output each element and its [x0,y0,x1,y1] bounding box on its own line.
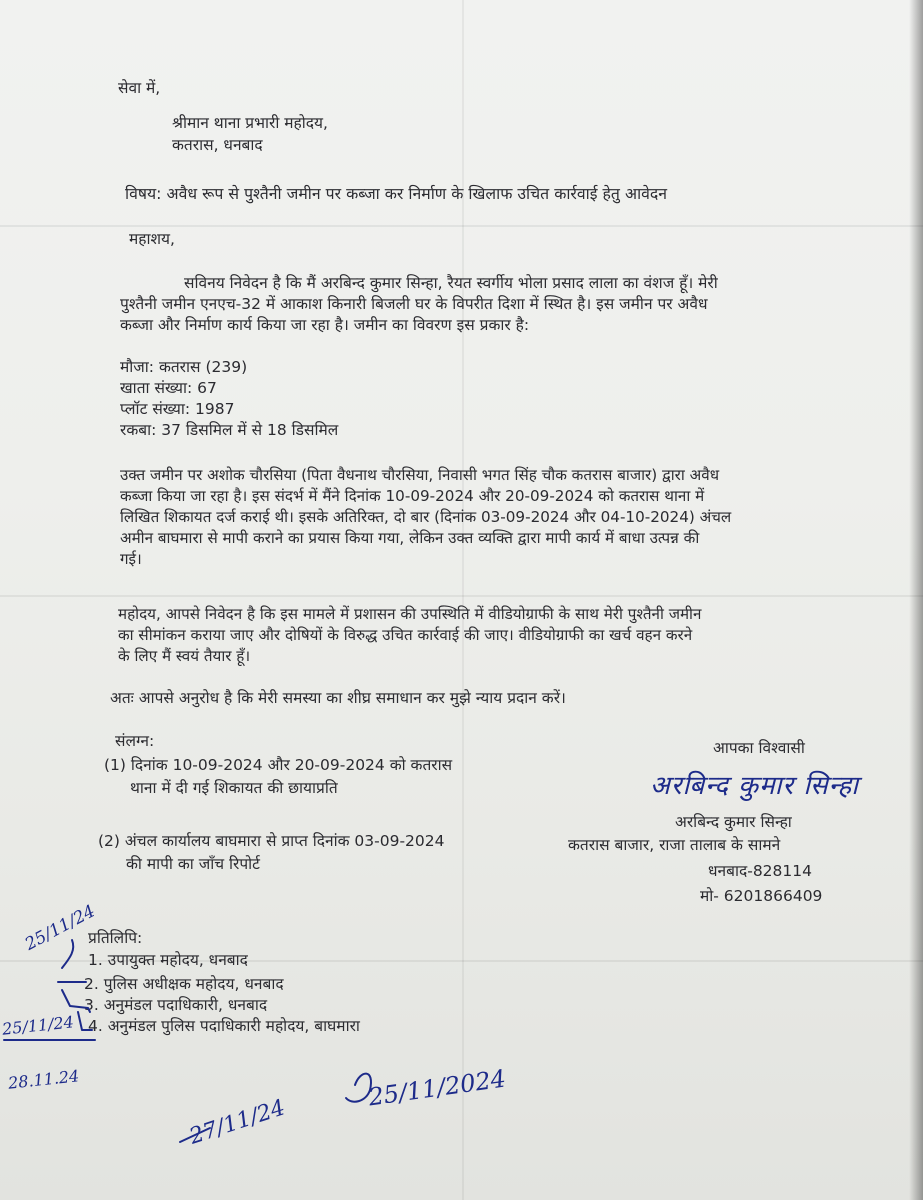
paragraph-line: महोदय, आपसे निवेदन है कि इस मामले में प्रशासन की उपस्थिति में वीडियोग्राफी के साथ मेरी पुश्तैनी जमीन [118,605,702,623]
handwritten-date-left-2: 28.11.24 [7,1066,81,1093]
land-detail-plot: प्लॉट संख्या: 1987 [120,400,235,418]
copy-to-item: 1. उपायुक्त महोदय, धनबाद [88,951,248,969]
enclosure-1-line-1: (1) दिनांक 10-09-2024 और 20-09-2024 को कतरास [104,756,453,774]
paragraph-line: गई। [120,550,142,568]
recipient-line-2: कतरास, धनबाद [172,136,263,154]
land-detail-mouza: मौजा: कतरास (239) [120,358,248,376]
pen-tick [62,940,73,968]
greeting: महाशय, [129,230,175,248]
sender-city: धनबाद-828114 [708,862,812,880]
sender-signature: अरबिन्द कुमार सिन्हा [650,771,859,801]
paragraph-line: अमीन बाघमारा से मापी कराने का प्रयास किया गया, लेकिन उक्त व्यक्ति द्वारा मापी कार्य में बाधा उत्पन्न की [120,529,700,547]
copy-to-item: 3. अनुमंडल पदाधिकारी, धनबाद [84,996,268,1014]
paragraph-line: कब्जा किया जा रहा है। इस संदर्भ में मैंने दिनांक 10-09-2024 और 20-09-2024 को कतरास थाना में [120,487,705,505]
land-detail-khata: खाता संख्या: 67 [120,379,217,397]
pen-bracket [62,990,90,1012]
pen-bracket [78,1012,92,1030]
paragraph-line: कब्जा और निर्माण कार्य किया जा रहा है। जमीन का विवरण इस प्रकार है: [120,316,530,334]
handwritten-date-bottom-right: 25/11/2024 [366,1064,508,1112]
copy-to-item: 2. पुलिस अधीक्षक महोदय, धनबाद [84,975,284,993]
handwritten-date-bottom-left: 27/11/24 [186,1095,289,1150]
enclosure-2-line-1: (2) अंचल कार्यालय बाघमारा से प्राप्त दिनांक 03-09-2024 [98,832,445,850]
land-detail-area: रकबा: 37 डिसमिल में से 18 डिसमिल [120,421,339,439]
enclosures-heading: संलग्न: [115,732,155,750]
subject-line: विषय: अवैध रूप से पुश्तैनी जमीन पर कब्जा कर निर्माण के खिलाफ उचित कार्रवाई हेतु आवेदन [125,184,668,203]
sender-name: अरबिन्द कुमार सिन्हा [675,813,792,831]
handwritten-date-left-1: 25/11/24 [1,1012,75,1039]
paragraph-line: का सीमांकन कराया जाए और दोषियों के विरुद्ध उचित कार्रवाई की जाए। वीडियोग्राफी का खर्च वहन करने [118,626,693,644]
paragraph-line: लिखित शिकायत दर्ज कराई थी। इसके अतिरिक्त, दो बार (दिनांक 03-09-2024 और 04-10-2024) अंचल [120,508,732,526]
closing: आपका विश्वासी [713,739,805,757]
request-line: अतः आपसे अनुरोध है कि मेरी समस्या का शीघ्र समाधान कर मुझे न्याय प्रदान करें। [110,689,566,707]
paragraph-line: सविनय निवेदन है कि मैं अरबिन्द कुमार सिन्हा, रैयत स्वर्गीय भोला प्रसाद लाला का वंशज हूँ। मेरी [184,274,718,292]
copy-to-item: 4. अनुमंडल पुलिस पदाधिकारी महोदय, बाघमारा [88,1017,360,1035]
sender-address: कतरास बाजार, राजा तालाब के सामने [568,836,781,854]
paragraph-line: उक्त जमीन पर अशोक चौरसिया (पिता वैधनाथ चौरसिया, निवासी भगत सिंह चौक कतरास बाजार) द्वारा अवैध [120,466,720,484]
enclosure-1-line-2: थाना में दी गई शिकायत की छायाप्रति [130,779,338,797]
sender-mobile: मो- 6201866409 [700,887,823,905]
paragraph-line: के लिए मैं स्वयं तैयार हूँ। [118,647,251,665]
copy-to-heading: प्रतिलिपि: [88,929,143,947]
handwritten-date-top: 25/11/24 [21,901,99,955]
salutation-to: सेवा में, [118,79,161,97]
recipient-line-1: श्रीमान थाना प्रभारी महोदय, [172,114,328,132]
enclosure-2-line-2: की मापी का जाँच रिपोर्ट [126,855,260,873]
paragraph-line: पुश्तैनी जमीन एनएच-32 में आकाश किनारी बिजली घर के विपरीत दिशा में स्थित है। इस जमीन पर अवैध [120,295,708,313]
